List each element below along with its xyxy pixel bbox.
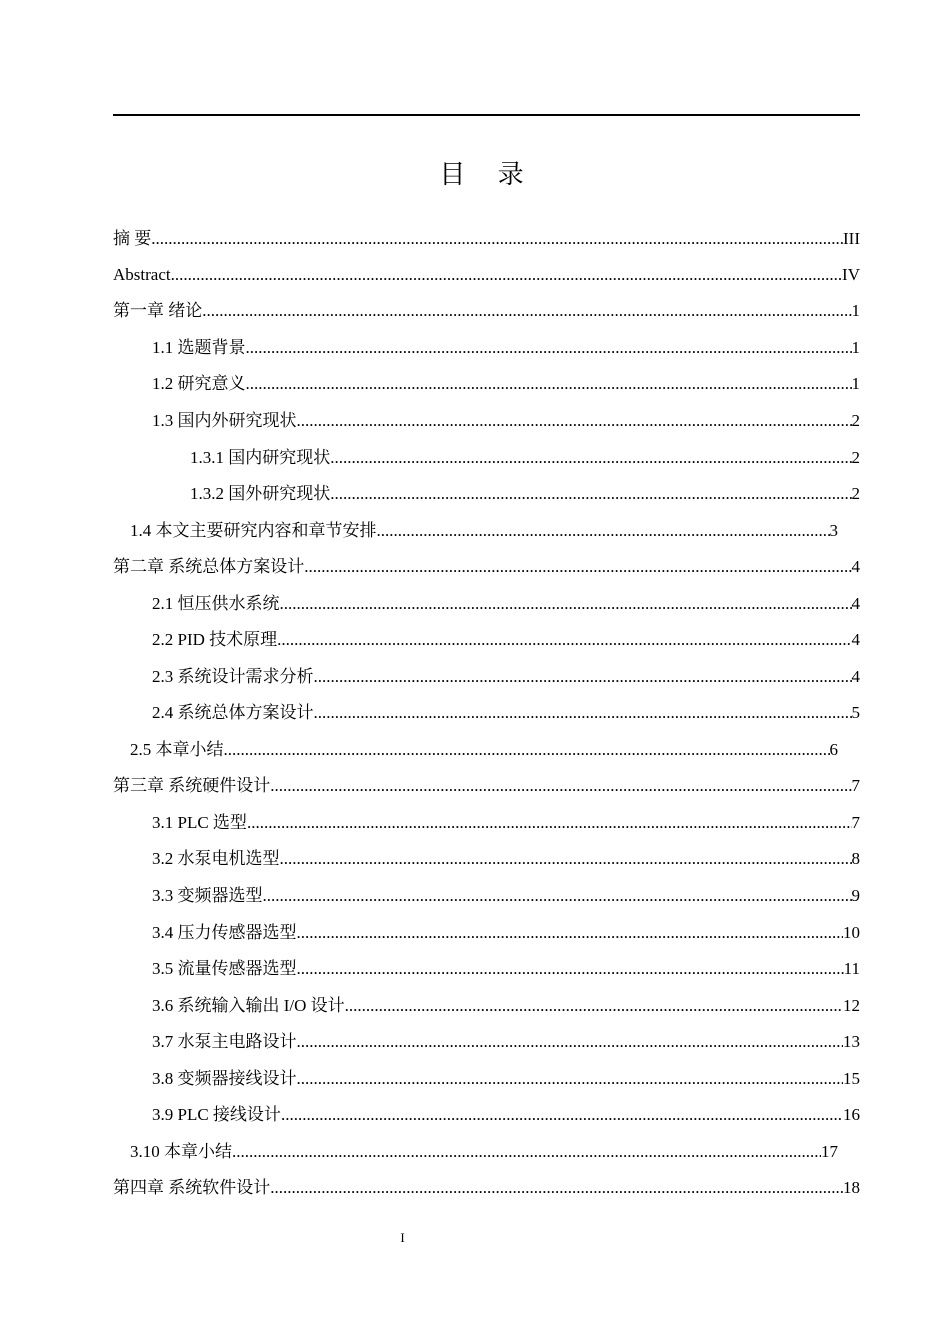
toc-entry-page: 1 — [851, 301, 860, 320]
toc-entry-page: 12 — [843, 996, 860, 1015]
toc-entry-page: 3 — [829, 521, 838, 540]
toc-entry[interactable] — [113, 298, 860, 324]
dot-leader — [314, 700, 852, 726]
toc-entry-label: 2.3 系统设计需求分析 — [152, 667, 314, 686]
toc-entry-label: Abstract — [113, 265, 171, 284]
toc-entry-label: 3.1 PLC 选型 — [152, 813, 247, 832]
toc-entry-label: 1.3 国内外研究现状 — [152, 411, 297, 430]
toc-entry-label: 第一章 绪论 — [113, 301, 203, 320]
toc-entry-page: 4 — [851, 667, 860, 686]
toc-entry[interactable] — [152, 700, 860, 726]
dot-leader — [330, 445, 851, 471]
toc-entry[interactable] — [152, 920, 860, 946]
toc-entry-label: 3.7 水泵主电路设计 — [152, 1032, 297, 1051]
toc-entry-label: 2.4 系统总体方案设计 — [152, 703, 314, 722]
dot-leader — [277, 627, 851, 653]
toc-entry-label: 1.3.2 国外研究现状 — [190, 484, 331, 503]
toc-entry[interactable] — [152, 1066, 860, 1092]
dot-leader — [232, 1139, 821, 1165]
dot-leader — [297, 956, 844, 982]
toc-entry-page: 2 — [851, 411, 860, 430]
toc-entry-page: 2 — [851, 448, 860, 467]
toc-entry-page: 9 — [851, 886, 860, 905]
toc-entry[interactable] — [113, 554, 860, 580]
dot-leader — [281, 1102, 843, 1128]
toc-entry[interactable] — [152, 1029, 860, 1055]
toc-entry[interactable] — [190, 481, 860, 507]
toc-entry-page: III — [843, 229, 860, 248]
toc-entry[interactable] — [113, 226, 860, 252]
toc-entry-label: 2.2 PID 技术原理 — [152, 630, 278, 649]
toc-entry-label: 3.4 压力传感器选型 — [152, 923, 297, 942]
toc-entry-label: 3.5 流量传感器选型 — [152, 959, 297, 978]
toc-entry[interactable] — [130, 737, 838, 763]
toc-entry-page: 15 — [843, 1069, 860, 1088]
toc-entry-page: 1 — [851, 374, 860, 393]
toc-entry-label: 1.3.1 国内研究现状 — [190, 448, 331, 467]
dot-leader — [304, 554, 851, 580]
dot-leader — [224, 737, 830, 763]
toc-entry-label: 3.2 水泵电机选型 — [152, 849, 280, 868]
dot-leader — [297, 920, 844, 946]
toc-entry-page: 11 — [843, 959, 860, 978]
toc-entry-label: 1.1 选题背景 — [152, 338, 246, 357]
toc-entry[interactable] — [130, 518, 838, 544]
toc-entry[interactable] — [152, 956, 860, 982]
dot-leader — [377, 518, 830, 544]
page-number: I — [400, 1230, 405, 1245]
dot-leader — [263, 883, 852, 909]
toc-entry-page: 1 — [851, 338, 860, 357]
toc-entry-page: IV — [842, 265, 860, 284]
toc-entry[interactable] — [152, 664, 860, 690]
toc-entry-page: 13 — [843, 1032, 860, 1051]
toc-entry-page: 6 — [829, 740, 838, 759]
toc-entry[interactable] — [152, 335, 860, 361]
toc-entry-label: 第四章 系统软件设计 — [113, 1178, 271, 1197]
dot-leader — [297, 1066, 844, 1092]
toc-entry-page: 4 — [851, 594, 860, 613]
toc-entry[interactable] — [152, 408, 860, 434]
toc-entry[interactable] — [113, 1175, 860, 1201]
toc-entry-page: 4 — [851, 557, 860, 576]
toc-entry[interactable] — [152, 883, 860, 909]
dot-leader — [246, 371, 852, 397]
toc-entry-page: 10 — [843, 923, 860, 942]
toc-entry-label: 3.3 变频器选型 — [152, 886, 263, 905]
toc-entry-page: 18 — [843, 1178, 860, 1197]
toc-entry-page: 7 — [851, 776, 860, 795]
dot-leader — [297, 408, 852, 434]
dot-leader — [314, 664, 852, 690]
toc-entry-page: 7 — [851, 813, 860, 832]
dot-leader — [330, 481, 851, 507]
dot-leader — [345, 993, 843, 1019]
toc-entry-label: 第二章 系统总体方案设计 — [113, 557, 305, 576]
toc-title: 目 录 — [439, 160, 536, 190]
toc-entry[interactable] — [152, 993, 860, 1019]
dot-leader — [246, 335, 852, 361]
toc-entry[interactable] — [113, 773, 860, 799]
toc-entry-page: 5 — [851, 703, 860, 722]
dot-leader — [270, 773, 851, 799]
dot-leader — [280, 846, 852, 872]
toc-entry[interactable] — [152, 846, 860, 872]
toc-entry-label: 2.1 恒压供水系统 — [152, 594, 280, 613]
toc-entry-page: 2 — [851, 484, 860, 503]
toc-entry[interactable] — [152, 371, 860, 397]
toc-entry-page: 16 — [843, 1105, 860, 1124]
dot-leader — [280, 591, 852, 617]
toc-entry-label: 摘 要 — [113, 229, 152, 248]
toc-entry-label: 3.6 系统输入输出 I/O 设计 — [152, 996, 345, 1015]
dot-leader — [202, 298, 851, 324]
toc-entry-label: 3.10 本章小结 — [130, 1142, 232, 1161]
toc-entry[interactable] — [152, 591, 860, 617]
toc-entry-label: 3.8 变频器接线设计 — [152, 1069, 297, 1088]
toc-entry-label: 3.9 PLC 接线设计 — [152, 1105, 281, 1124]
toc-entry-page: 17 — [821, 1142, 838, 1161]
toc-entry[interactable] — [190, 445, 860, 471]
dot-leader — [270, 1175, 843, 1201]
toc-entry-page: 8 — [851, 849, 860, 868]
toc-entry-page: 4 — [851, 630, 860, 649]
dot-leader — [171, 262, 842, 288]
toc-entry-label: 第三章 系统硬件设计 — [113, 776, 271, 795]
dot-leader — [297, 1029, 844, 1055]
dot-leader — [247, 810, 852, 836]
toc-entry[interactable] — [113, 262, 860, 288]
dot-leader — [151, 226, 843, 252]
toc-entry[interactable] — [130, 1139, 838, 1165]
toc-entry[interactable] — [152, 1102, 860, 1128]
toc-entry-label: 1.2 研究意义 — [152, 374, 246, 393]
toc-entry[interactable] — [152, 627, 860, 653]
toc-entry[interactable] — [152, 810, 860, 836]
toc-entry-label: 2.5 本章小结 — [130, 740, 224, 759]
toc-entry-label: 1.4 本文主要研究内容和章节安排 — [130, 521, 377, 540]
